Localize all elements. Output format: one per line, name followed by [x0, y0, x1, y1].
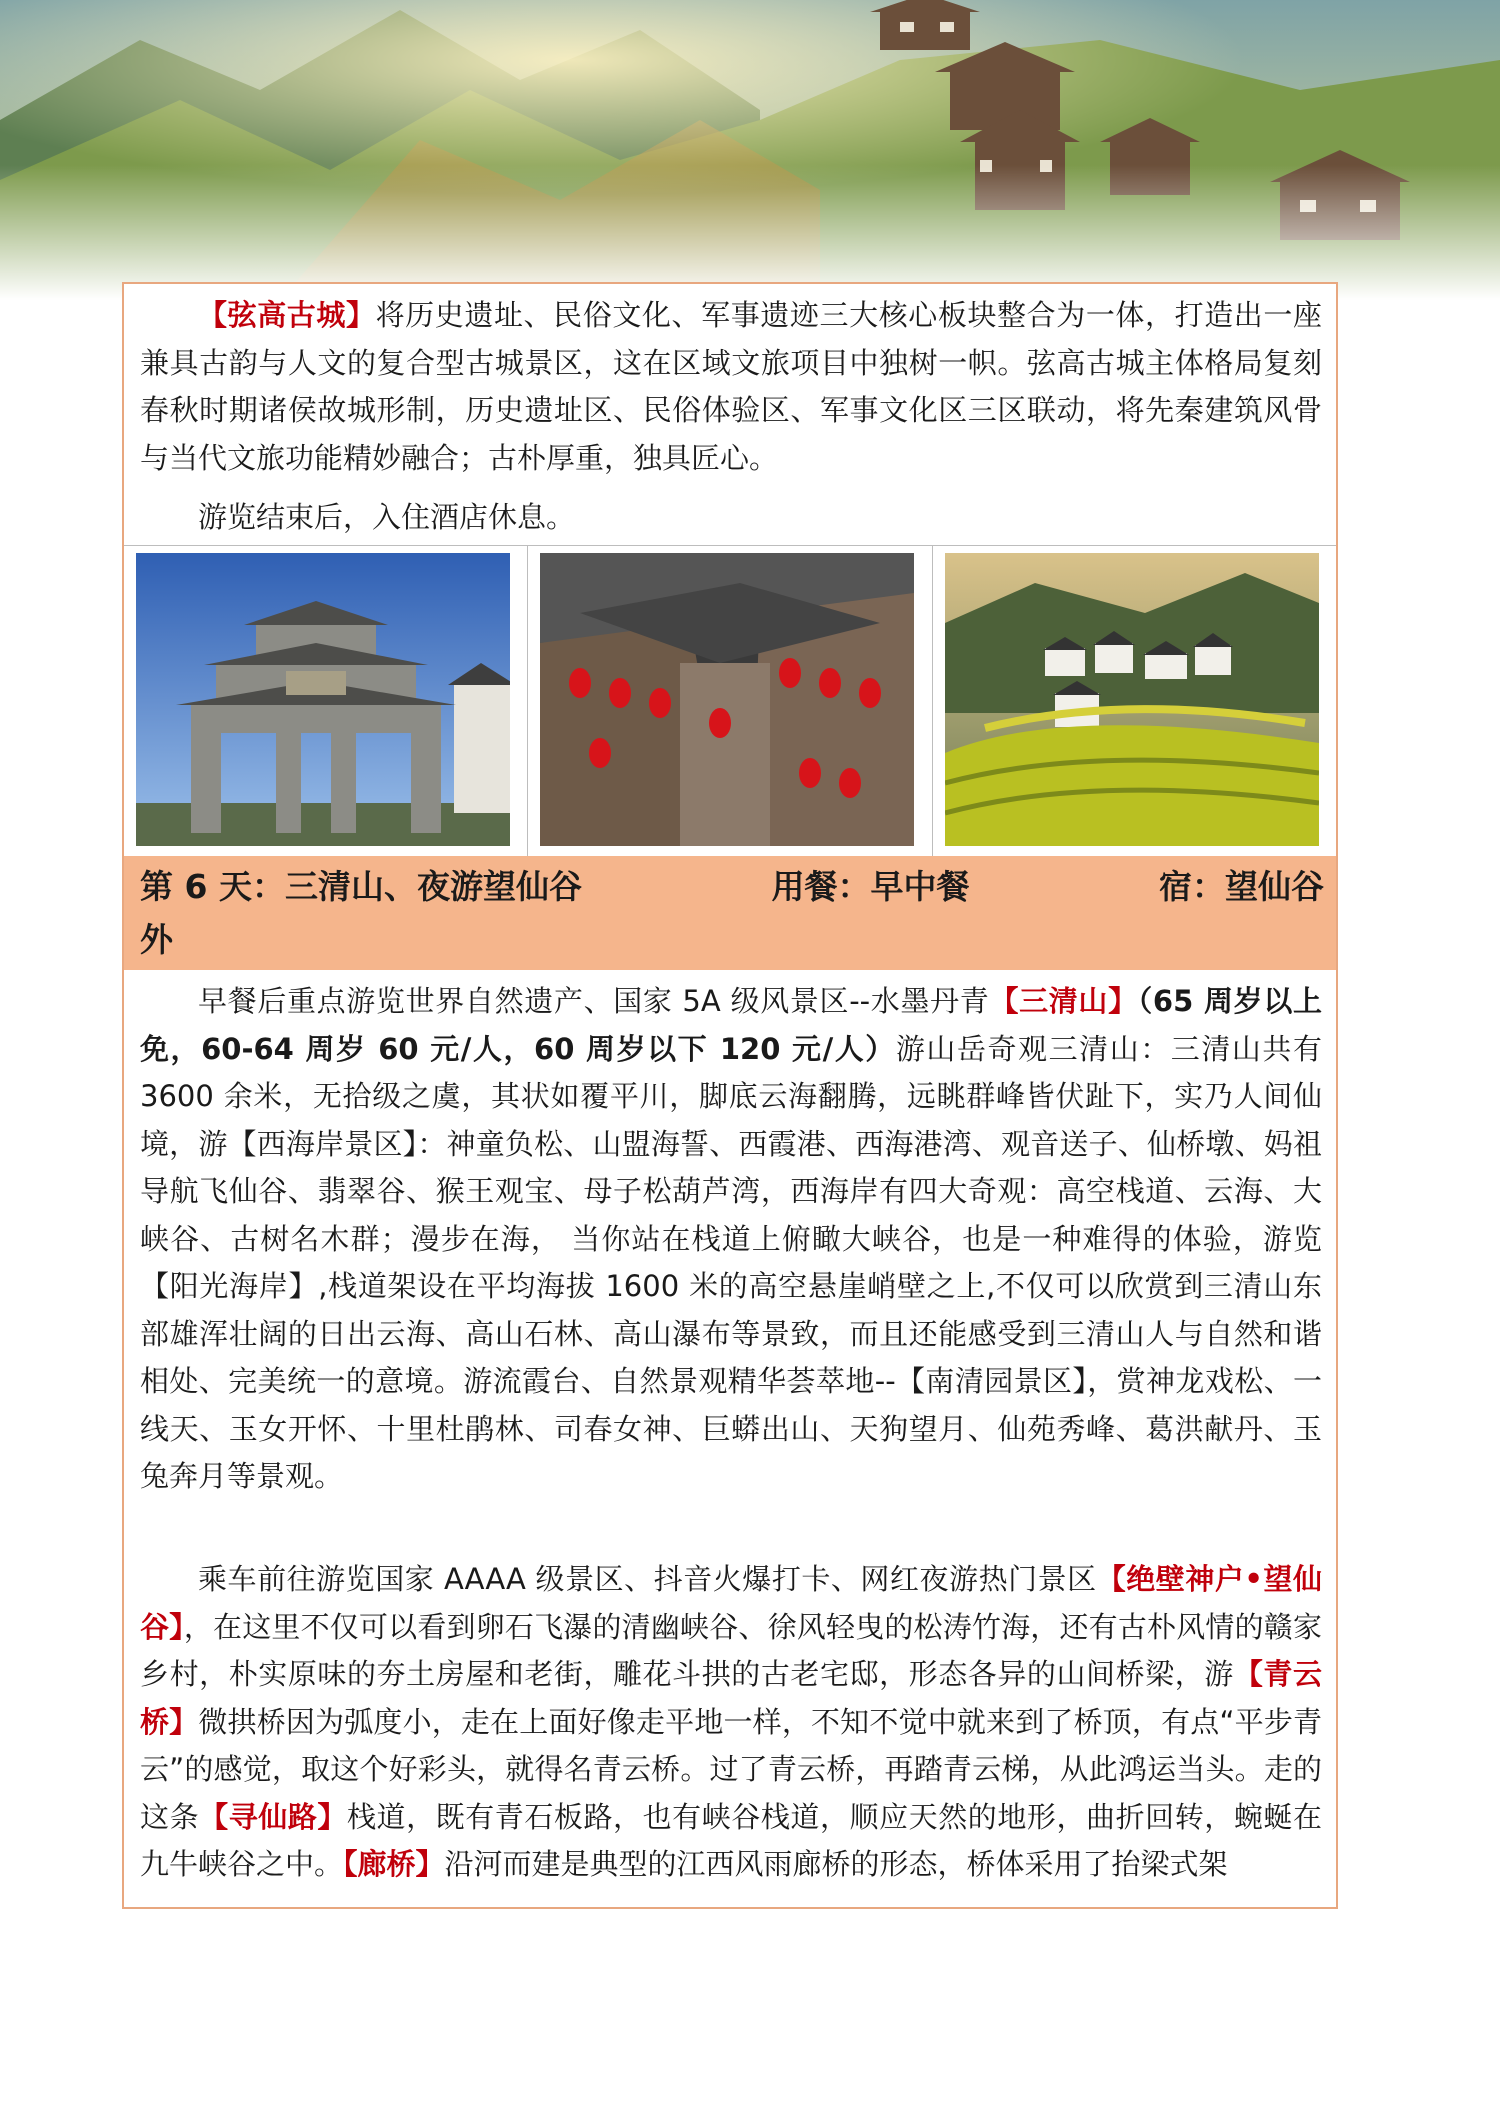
wangxian-text-3: 栈道，既有青石板路，也有峡谷栈道，顺应天然的地形，曲折回转，蜿蜒在九牛峡谷之中。: [140, 1799, 1322, 1881]
wangxian-paragraph: [140, 1556, 1322, 1889]
terraced-village-photo: [945, 553, 1319, 846]
xunxian-road-name: 【寻仙路】: [199, 1799, 347, 1834]
wangxian-text-2: 微拱桥因为弧度小，走在上面好像走平地一样，不知不觉中就来到了桥顶，有点“平步青云”的感觉，取这个好彩头，就得名青云桥。过了青云桥，再踏青云梯，从此鸿运当头。走的这条: [140, 1704, 1322, 1834]
sanqing-price: （65 周岁以上免，60-64 周岁 60 元/人，60 周岁以下 120 元/人）: [140, 984, 1322, 1066]
day6-stay: 宿：望仙谷: [1158, 867, 1324, 906]
sanqing-text: 游山岳奇观三清山：三清山共有 3600 余米，无拾级之虞，其状如覆平川，脚底云海翻腾，远眺群峰皆伏趾下，实乃人间仙境，游【西海岸景区】：神童负松、山盟海誓、西霞港、西海港湾、观音送子、仙桥墩、妈祖导航飞仙谷、翡翠谷、猴王观宝、母子松葫芦湾，西海岸有四大奇观：高空栈道、云海、大峡谷、古树名木群；漫步在海， 当你站在栈道上俯瞰大峡谷，也是一种难得的体验，游览【阳光海岸】,栈道架设在平均海拔 1600 米的高空悬崖峭壁之上,不仅可以欣赏到三清山东部雄浑壮阔的日出云海、高山石林、高山瀑布等景致，而且还能感受到三清山人与自然和谐相处、完美统一的意境。游流霞台、自然景观精华荟萃地--【南清园景区】，赏神龙戏松、一线天、玉女开怀、十里杜鹃林、司春女神、巨蟒出山、天狗望月、仙苑秀峰、葛洪献丹、玉兔奔月等景观。: [140, 1031, 1322, 1493]
rest-note: 游览结束后，入住酒店休息。: [198, 500, 576, 534]
guchen-name: 【弦高古城】: [198, 298, 376, 332]
photo-cell: [932, 546, 1336, 856]
sanqing-name: 【三清山】: [989, 984, 1138, 1018]
photo-cell: [124, 546, 527, 856]
guchen-text: 将历史遗址、民俗文化、军事遗迹三大核心板块整合为一体，打造出一座兼具古韵与人文的复合型古城景区，这在区域文旅项目中独树一帜。弦高古城主体格局复刻春秋时期诸侯故城形制，历史遗址区、民俗体验区、军事文化区三区联动，将先秦建筑风骨与当代文旅功能精妙融合；古朴厚重，独具匠心。: [140, 298, 1322, 475]
wangxian-intro: 乘车前往游览国家 AAAA 级景区、抖音火爆打卡、网红夜游热门景区: [198, 1562, 1097, 1596]
wangxian-name: 【绝壁神户•望仙谷】: [140, 1562, 1322, 1644]
lantern-street-photo: [540, 553, 914, 846]
day6-header: [124, 856, 1336, 970]
itinerary-panel: [122, 282, 1338, 1909]
photo-strip: [124, 545, 1336, 857]
day6-stay-cont: 外: [140, 920, 173, 959]
wangxian-text-1: ，在这里不仅可以看到卵石飞瀑的清幽峡谷、徐风轻曳的松涛竹海，还有古朴风情的赣家乡村，朴实原味的夯土房屋和老街，雕花斗拱的古老宅邸，形态各异的山间桥梁，游: [140, 1609, 1322, 1691]
sanqing-paragraph: [140, 978, 1322, 1501]
day6-meals: 用餐：早中餐: [771, 867, 970, 906]
guchen-paragraph: [140, 292, 1322, 482]
wangxian-text-4: 沿河而建是典型的江西风雨廊桥的形态，桥体采用了抬梁式架: [444, 1847, 1228, 1881]
stone-archway-photo: [136, 553, 510, 846]
qingyun-bridge-name: 【青云桥】: [140, 1657, 1322, 1739]
sanqing-intro: 早餐后重点游览世界自然遗产、国家 5A 级风景区--水墨丹青: [198, 984, 990, 1018]
photo-cell: [527, 546, 931, 856]
mountain-village-banner-image: [0, 0, 1500, 300]
day6-title: 第 6 天：三清山、夜游望仙谷: [140, 867, 582, 906]
covered-bridge-name: 【廊桥】: [343, 1847, 445, 1881]
banner-image: [0, 0, 1500, 300]
